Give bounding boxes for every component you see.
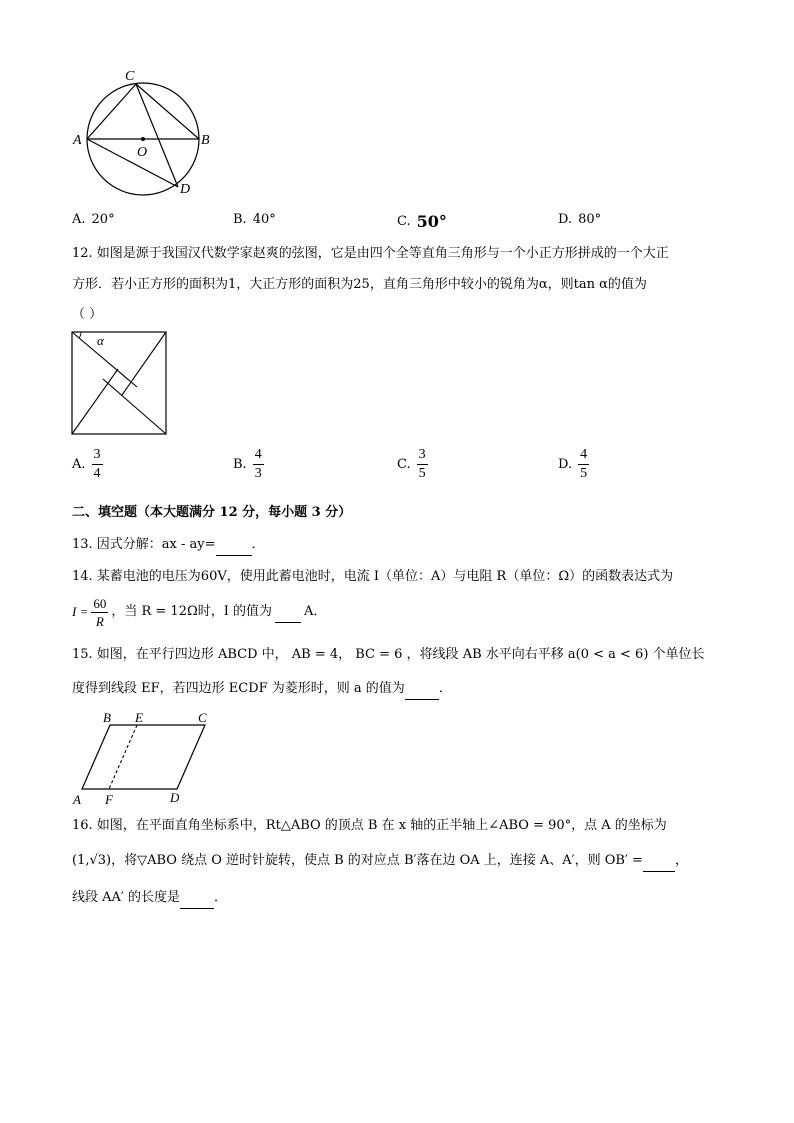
q13-line: 13. 因式分解：ax - ay= ． (72, 535, 265, 556)
q12-line2: 方形．若小正方形的面积为1，大正方形的面积为25，直角三角形中较小的锐角为α，则tan α的值为 (72, 277, 647, 292)
outer-square (72, 332, 166, 434)
label-o: O (137, 145, 148, 160)
q15-parallelogram-figure (70, 708, 220, 808)
q14-answer-blank[interactable] (275, 602, 301, 623)
q12-line1: 12. 如图是源于我国汉代数学家赵爽的弦图，它是由四个全等直角三角形与一个小正方形拼成的一个大正 (72, 246, 669, 261)
q12-zhaoshuang-figure (71, 331, 169, 437)
q12-option-a[interactable]: A. $\frac{3}{4}$ (72, 447, 101, 481)
label-e: E (135, 710, 143, 725)
chord-ad (87, 139, 178, 187)
q14-line1: 14. 某蓄电池的电压为60V，使用此蓄电池时，电流 I（单位：A）与电阻 R（单位：Ω）的函数表达式为 (72, 569, 674, 584)
label-b: B (201, 133, 210, 148)
label-a: A (73, 792, 81, 807)
parallelogram-abcd (82, 725, 205, 789)
label-f: F (105, 792, 113, 807)
chord-cb (136, 84, 199, 139)
chord-cd (136, 84, 178, 187)
center-point (141, 137, 145, 141)
q11-circle-figure (70, 66, 220, 200)
q13-answer-blank[interactable] (216, 535, 252, 556)
section-2-title: 二、填空题（本大题满分 12 分，每小题 3 分） (72, 505, 352, 520)
q16-line3: 线段 AA′ 的长度是 ． (72, 888, 227, 909)
q12-options (72, 448, 632, 488)
label-a: A (73, 133, 82, 148)
q11-option-d[interactable]: D. 80° (558, 212, 602, 227)
q16-answer-blank-1[interactable] (643, 851, 675, 872)
q11-option-c[interactable]: C. 50° (397, 212, 447, 231)
q12-option-c[interactable]: C. $\frac{3}{5}$ (397, 447, 426, 481)
label-d: D (180, 182, 191, 197)
q15-answer-blank[interactable] (405, 679, 439, 700)
q12-answer-paren: （ ） (72, 307, 103, 322)
angle-arc (79, 332, 81, 338)
q15-line2: 度得到线段 EF，若四边形 ECDF 为菱形时，则 a 的值为 ． (72, 679, 452, 700)
label-c: C (198, 710, 207, 725)
q16-line1: 16. 如图，在平面直角坐标系中，Rt△ABO 的顶点 B 在 x 轴的正半轴上∠ABO = 90°，点 A 的坐标为 (72, 818, 667, 833)
label-c: C (125, 69, 135, 84)
q15-line1: 15. 如图，在平行四边形 ABCD 中， AB = 4， BC = 6 ，将线段 AB 水平向右平移 a(0 < a < 6) 个单位长 (72, 647, 705, 662)
q12-option-d[interactable]: D. $\frac{4}{5}$ (558, 447, 588, 481)
q11-option-b[interactable]: B. 40° (233, 212, 276, 227)
q14-line2: I = $\frac{60}{R}$ ，当 R = 12Ω时，I 的值为 A． (72, 595, 327, 629)
label-d: D (170, 790, 180, 805)
q11-options (72, 212, 632, 242)
dashed-segment-ef (109, 725, 137, 789)
q11-option-a[interactable]: A. 20° (72, 212, 115, 227)
q16-answer-blank-2[interactable] (180, 888, 214, 909)
q16-line2: (1,√3)，将▽ABO 绕点 O 逆时针旋转，使点 B 的对应点 B′落在边 OA 上，连接 A、A′，则 OB′ = ， (72, 851, 688, 872)
q12-option-b[interactable]: B. $\frac{4}{3}$ (233, 447, 262, 481)
label-b: B (103, 710, 111, 725)
label-alpha: α (97, 333, 104, 348)
